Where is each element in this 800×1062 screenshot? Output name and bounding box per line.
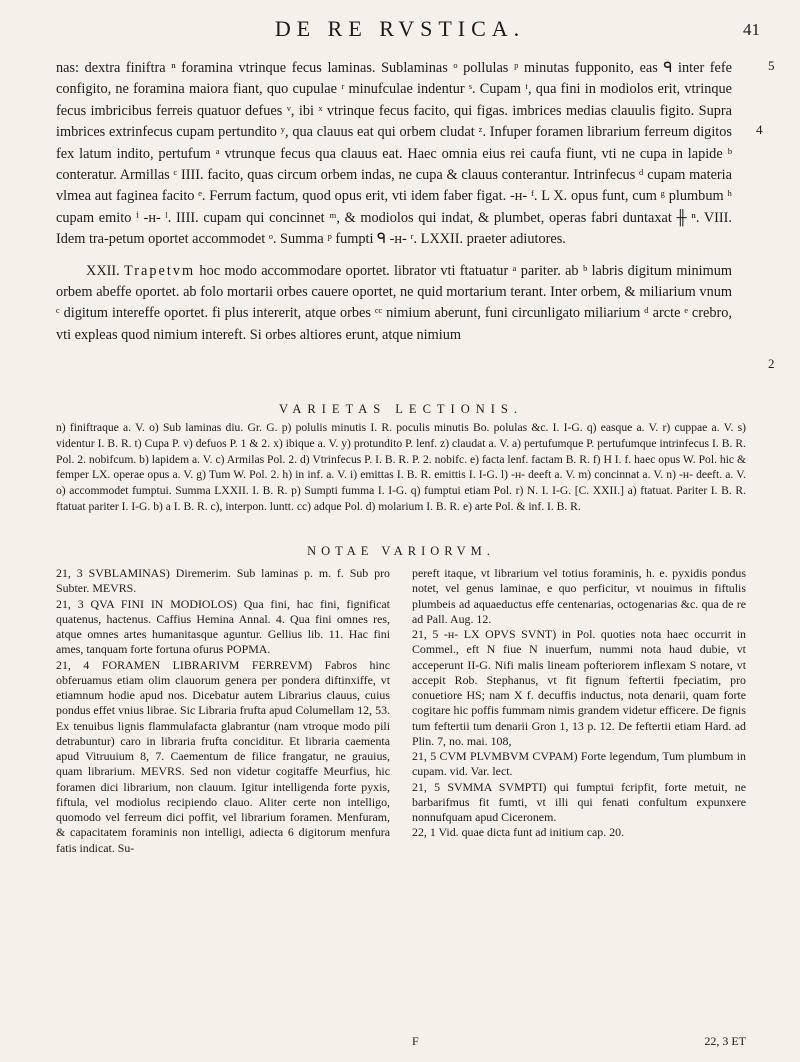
main-paragraph: nas: dextra finiftra ⁿ foramina vtrinque fecus laminas. Sublaminas ᵒ pollulas ᵖ minutas fupponito, eas ᑫ inter fefe configito, ne foramina maiora fiant, quo cupulae ʳ minufculae indentur ˢ. Cupam ᵗ, qua fini in modiolos erit, vtrinque fecus imbricibus ferreis quatuor defues ᵛ, ibi ˣ vtrinque fecus facito, qui figas. imbrices medias clauulis figito. Supra imbrices extrinfecus cupam pertundito ʸ, qua clauus eat qui orbem cludat ᶻ. Infuper foramen librarium ferreum digitos fex latum indito, pertufum ᵃ vtrunque fecus qua clauus eat. Haec omnia eius rei caufa fiunt, vti ne cupa in lapide ᵇ conteratur. Armillas ᶜ IIII. facito, quas circum orbem indas, ne cupa & clauus conterantur. Intrinfecus ᵈ cupam materia vlmea aut faginea facito ᵉ. Ferrum factum, quod opus erit, vti idem faber figat. -ʜ- ᶠ. L X. opus funt, cum ᵍ plumbum ʰ cupam emito ⁱ -ʜ- ˡ. IIII. cupam qui concinnet ᵐ, & modiolos qui indat, & plumbet, operas fabri duntaxat ╫ ⁿ. VIII. Idem tra-petum oportet accommodet ᵒ. Summa ᵖ fumpti ᑫ -ʜ- ʳ. LXXII. praeter adiutores.	[56, 60, 732, 248]
running-title: DE RE RVSTICA.	[274, 16, 526, 41]
margin-line-number: 5	[768, 58, 775, 73]
margin-line-number: 4	[756, 122, 763, 137]
note-entry: 21, 5 SVMMA SVMPTI) qui fumptui fcripfit, forte metuit, ne barbarifmus fit fumti, vt illi qui fenati confultum expunxere nonnufquam apud Ciceronem.	[412, 779, 746, 824]
margin-line-number: 2	[768, 356, 775, 371]
note-entry: 21, 4 FORAMEN LIBRARIVM FERREVM) Fabros hinc obferuamus etiam olim clauorum genera per pondera diftinxiffe, vt etiamnum hodie apud nos. Dicebatur autem Librarius clauus, cuius pondus effet vnius librae. Sic Libraria frufta apud Columellam 12, 53. Ex tenuibus lignis flammulafacta glabrantur (nam vtroque modo pili detrabuntur) caro in libraria frufta conciditur. Et libraria caementa apud Vitruuium 8, 7. Caementum de filice frangatur, ne grauius, quam librarium. MEVRS. Sed non videtur cogitaffe Meurfius, hic foramen dici librarium, non clauum. Igitur intelligenda forte pyxis, fiftula, vel modiolus recipiendo clauo. Aliter certe non intelligo, quomodo vel ferreum dici poffit, vel librarium foramen. Menfuram, & capacitatem foraminis non intelligi, adiecta 6 digitorum menfura fatis indicat. Su-	[56, 657, 390, 855]
chapter-text: hoc modo accommodare oportet. librator vti ftatuatur ᵃ pariter. ab ᵇ labris digitum minimum orbem abeffe oportet. ab folo mortarii orbes cauere oportet, ne quid mortarium terant. Inter orbem, & miliarium vnum ᶜ digitum intereffe oportet. fi plus intererit, atque orbes ᶜᶜ nimium aberunt, funi circunligato miliarium ᵈ arcte ᵉ crebro, vti expleas quod nimium intereft. Si orbes altiores erunt, atque nimium	[56, 262, 732, 343]
note-entry: 21, 3 SVBLAMINAS) Diremerim. Sub laminas p. m. f. Sub pro Subter. MEVRS.	[56, 566, 390, 596]
variae-heading: VARIETAS LECTIONIS.	[278, 402, 524, 416]
variae-lectionis-text: n) finiftraque a. V. o) Sub laminas diu. Gr. G. p) polulis minutis I. R. poculis minutis Bo. polulas &c. I. I-G. q) easque a. V. r) cuppae a. V. s) videntur I. B. R. t) Cupa P. v) defuos P. 1 & 2. x) ibique a. V. y) protundito P. lenf. z) claudat a. V. a) pertufumque P. pertufumque intrinfecus I. B. R. Pol. 2. nobifcum. b) lapidem a. V. c) Armilas Pol. 2. d) Vtrinfecus P. I. B. R. P. 2. nobifc. e) facta lenf. factam B. R. f) H I. f. haec opus W. Pol. hic & femper LX. operae opus a. V. g) Tum W. Pol. 2. h) in inf. a. V. i) emittas I. B. R. emittis I. I-G. l) -ʜ- deeft a. V. m) concinnat a. V. n) -ʜ- deeft. a. V. o) accommodet fumptui. Summa LXXII. I. B. R. p) Sumpti fumma I. I-G. q) fumptui etiam Pol. r) N. I. I-G. [C. XXII.] a) ftatuat. Pariter I. B. R. ftatuat pariter I. I-G. b) a I. B. R. c), interpon. luntt. cc) adque Pol. d) molarium I. B. R. e) arte Pol. & inf. I. B. R.	[56, 421, 746, 513]
signature-mark: F	[412, 1034, 419, 1048]
chapter-number: XXII.	[86, 262, 120, 279]
chapter-initial-word: Trapetvm	[124, 262, 196, 279]
note-entry: 22, 1 Vid. quae dicta funt ad initium cap. 20.	[412, 825, 625, 840]
notes-right-column	[412, 566, 746, 841]
running-head	[0, 14, 800, 44]
note-entry: 21, 5 -ʜ- LX OPVS SVNT) in Pol. quoties nota haec occurrit in Commel., eft N fiue N inuerfum, nummi nota haud dubie, vt acceperunt II-G. Nifi malis lineam pofteriorem inflexam S notare, vt accepit Rob. Stephanus, vt fit fignum feftertii fpeciatim, pro conuetiore HS; nam X f. decuffis inductus, nota denarii, quam forte cogitare hic poffis fummam nimis grandem videtur efficere. De fignis tum feftertii tum denarii Gron 1, 13 p. 12. De feftertii etiam Hard. ad Plin. 7, no. mai. 108,	[412, 627, 746, 748]
main-text	[56, 58, 732, 346]
notes-left-column	[56, 566, 390, 856]
chapter-paragraph	[56, 261, 732, 347]
page-number: 41	[743, 20, 760, 39]
note-entry: 21, 5 CVM PLVMBVM CVPAM) Forte legendum, Tum plumbum in cupam. vid. Var. lect.	[412, 749, 746, 779]
note-entry: 21, 3 QVA FINI IN MODIOLOS) Qua fini, hac fini, fignificat quatenus, hactenus. Caffius Hemina Annal. 4. Qua fini omnes res, atque omnes artes humanitasque aguntur. Gellius lib. 11. Hac fini ames, tanquam forte fortuna ofurus POPMA.	[56, 596, 390, 657]
catchword: 22, 3 ET	[704, 1034, 746, 1048]
notae-heading: NOTAE VARIORVM.	[307, 544, 495, 558]
note-entry: pereft itaque, vt librarium vel totius foraminis, h. e. pyxidis pondus notet, vel genus laminae, e quo perficitur, vt nouimus in fiftulis plumbeis ad aquaeductus effe centenarias, octogenarias &c. qua de re ad Pall. Aug. 12.	[412, 566, 746, 626]
